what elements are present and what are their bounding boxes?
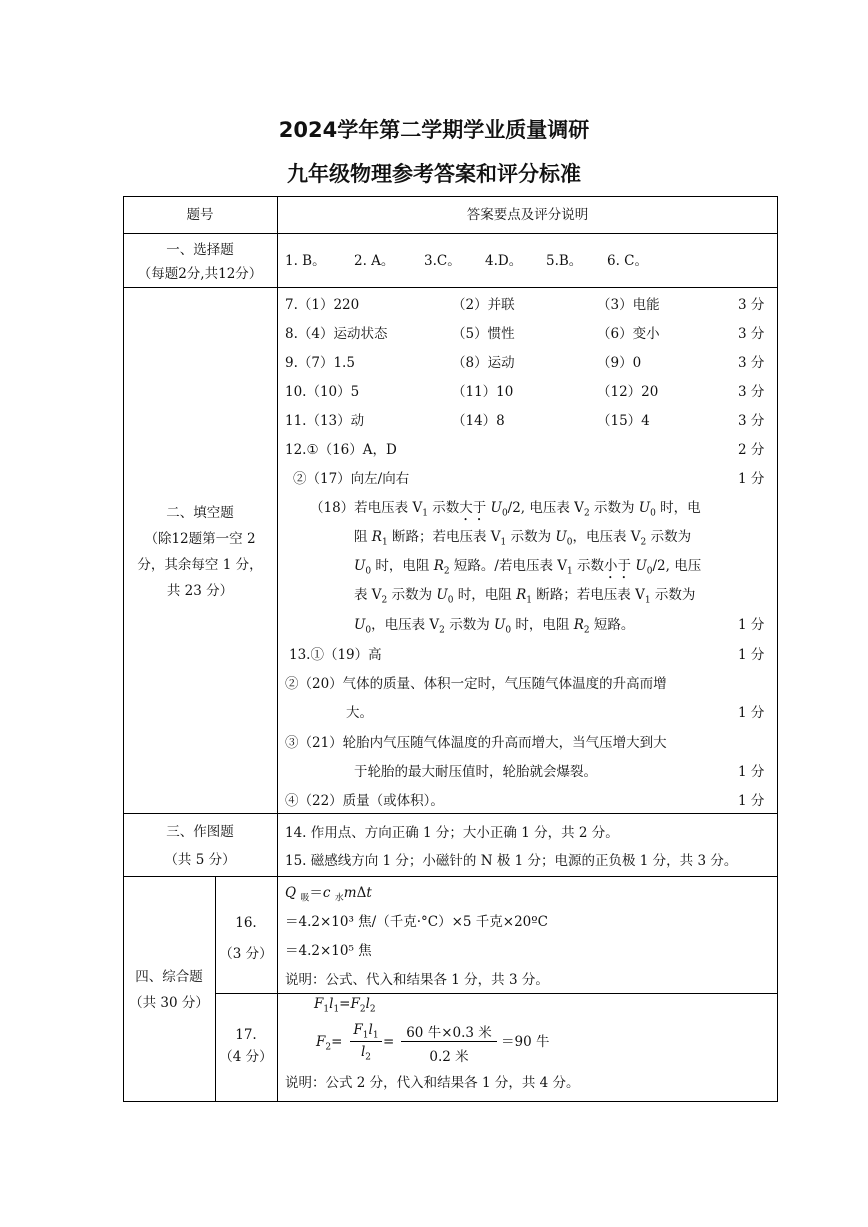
q17-formula: $F_1l_1=F_2l_2$ <box>314 996 376 1015</box>
row-divider <box>123 813 778 814</box>
q13-part1: 13.①（19）高 <box>289 647 382 663</box>
score-cell: 1 分 <box>738 617 765 633</box>
score-cell: 3 分 <box>738 355 765 371</box>
q17-result: ＝90 牛 <box>501 1034 550 1050</box>
answer-cell: （3）电能 <box>597 297 660 313</box>
header-question-number: 题号 <box>186 207 214 223</box>
score-cell: 1 分 <box>738 647 765 663</box>
choice-answer: 5.B。 <box>546 253 583 269</box>
q16-note: 说明：公式、代入和结果各 1 分，共 3 分。 <box>285 972 549 988</box>
q17-equals: = <box>383 1034 395 1050</box>
q15-answer: 15. 磁感线方向 1 分；小磁针的 N 极 1 分；电源的正负极 1 分，共 3 分。 <box>285 853 738 869</box>
section-4-note: （共 30 分） <box>129 995 209 1011</box>
score-cell: 3 分 <box>738 384 765 400</box>
score-cell: 1 分 <box>738 705 765 721</box>
choice-answer: 2. A。 <box>354 253 395 269</box>
q12-answer-18-line1: （18）若电压表 $V_1$ 示数大于 $U_0/2$, 电压表 $V_2$ 示数为 $U_0$ 时，电 <box>310 500 701 519</box>
column-divider <box>215 876 216 1102</box>
section-3-name: 三、作图题 <box>166 824 234 840</box>
q13-part3-line1: ③（21）轮胎内气压随气体温度的升高而增大，当气压增大到大 <box>285 735 667 751</box>
score-cell: 3 分 <box>738 297 765 313</box>
section-1-name: 一、选择题 <box>166 242 234 258</box>
answer-cell: 7.（1）220 <box>285 297 360 313</box>
score-cell: 1 分 <box>738 793 765 809</box>
answer-cell: （9）0 <box>597 355 642 371</box>
score-cell: 2 分 <box>738 442 765 458</box>
q13-part3-line2: 于轮胎的最大耐压值时，轮胎就会爆裂。 <box>354 764 597 780</box>
q16-substitution: ＝4.2×10³ 焦/（千克·°C）×5 千克×20ºC <box>285 914 548 930</box>
answer-cell: 11.（13）动 <box>285 413 365 429</box>
section-2-note: 分，其余每空 1 分， <box>137 557 263 573</box>
answer-cell: （15）4 <box>597 413 650 429</box>
answer-cell: （11）10 <box>452 384 514 400</box>
q17-substitution-numerator: 60 牛×0.3 米 <box>406 1025 492 1041</box>
choice-answer: 4.D。 <box>485 253 523 269</box>
q13-part2-line1: ②（20）气体的质量、体积一定时，气压随气体温度的升高而增 <box>285 676 667 692</box>
q12-answer-18-line4: 表 $V_2$ 示数为 $U_0$ 时，电阻 $R_1$ 断路；若电压表 $V_1$ 示数为 <box>354 587 696 606</box>
q12-answer-18-line3: $U_0$ 时，电阻 $R_2$ 短路。/若电压表 $V_1$ 示数小于 $U_0/2$, 电压 <box>354 558 702 577</box>
choice-answer: 6. C。 <box>607 253 649 269</box>
score-cell: 1 分 <box>738 471 765 487</box>
q12-answer-18-line5: $U_0$，电压表 $V_2$ 示数为 $U_0$ 时，电阻 $R_2$ 短路。 <box>354 617 635 636</box>
q17-f2-label: $F_2=$ <box>316 1034 343 1053</box>
page-subtitle: 九年级物理参考答案和评分标准 <box>287 162 581 186</box>
answer-cell: 10.（10）5 <box>285 384 360 400</box>
row-divider <box>215 993 778 994</box>
q14-answer: 14. 作用点、方向正确 1 分；大小正确 1 分，共 2 分。 <box>285 825 619 841</box>
answer-cell: （8）运动 <box>452 355 515 371</box>
choice-answer: 1. B。 <box>285 253 326 269</box>
q17-fraction-denominator: $l_2$ <box>360 1044 372 1063</box>
q12-part2: ②（17）向左/向右 <box>293 471 410 487</box>
choice-answer: 3.C。 <box>424 253 461 269</box>
section-2-note: 共 23 分） <box>166 583 234 599</box>
section-1-note: （每题2分,共12分） <box>137 266 263 282</box>
q13-part4: ④（22）质量（或体积）。 <box>285 793 444 809</box>
q13-part2-line2: 大。 <box>346 705 373 721</box>
answer-cell: （5）惯性 <box>452 326 515 342</box>
answer-cell: （6）变小 <box>597 326 660 342</box>
section-2-note: （除12题第一空 2 <box>144 531 256 547</box>
q17-substitution-denominator: 0.2 米 <box>429 1049 469 1065</box>
q16-points: （3 分） <box>219 946 273 962</box>
q17-points: （4 分） <box>219 1049 273 1065</box>
q16-formula: Q $_吸$＝c $_水$mΔt <box>285 885 372 904</box>
answer-table <box>123 196 778 1102</box>
q17-note: 说明：公式 2 分，代入和结果各 1 分，共 4 分。 <box>285 1075 580 1091</box>
section-3-note: （共 5 分） <box>164 852 236 868</box>
q16-result: ＝4.2×10⁵ 焦 <box>285 943 372 959</box>
answer-cell: 8.（4）运动状态 <box>285 326 388 342</box>
answer-cell: （12）20 <box>597 384 659 400</box>
page-title: 2024学年第二学期学业质量调研 <box>278 118 590 142</box>
q17-fraction-bar <box>350 1041 382 1042</box>
column-divider <box>277 196 278 1102</box>
section-2-name: 二、填空题 <box>166 505 234 521</box>
answer-cell: 9.（7）1.5 <box>285 355 355 371</box>
score-cell: 1 分 <box>738 764 765 780</box>
section-4-name: 四、综合题 <box>135 969 203 985</box>
q12-answer-18-line2: 阻 $R_1$ 断路；若电压表 $V_1$ 示数为 $U_0$，电压表 $V_2$ 示数为 <box>354 529 692 548</box>
answer-cell: （14）8 <box>452 413 505 429</box>
row-divider <box>123 287 778 288</box>
score-cell: 3 分 <box>738 413 765 429</box>
q17-number: 17. <box>235 1027 257 1043</box>
row-divider <box>123 233 778 234</box>
q12-part1: 12.①（16）A，D <box>285 442 397 458</box>
q17-fraction-numerator: $F_1l_1$ <box>353 1022 379 1041</box>
row-divider <box>123 876 778 877</box>
score-cell: 3 分 <box>738 326 765 342</box>
answer-cell: （2）并联 <box>452 297 515 313</box>
header-answer-points: 答案要点及评分说明 <box>466 207 589 223</box>
q17-substitution-bar <box>401 1041 497 1042</box>
q16-number: 16. <box>235 915 257 931</box>
